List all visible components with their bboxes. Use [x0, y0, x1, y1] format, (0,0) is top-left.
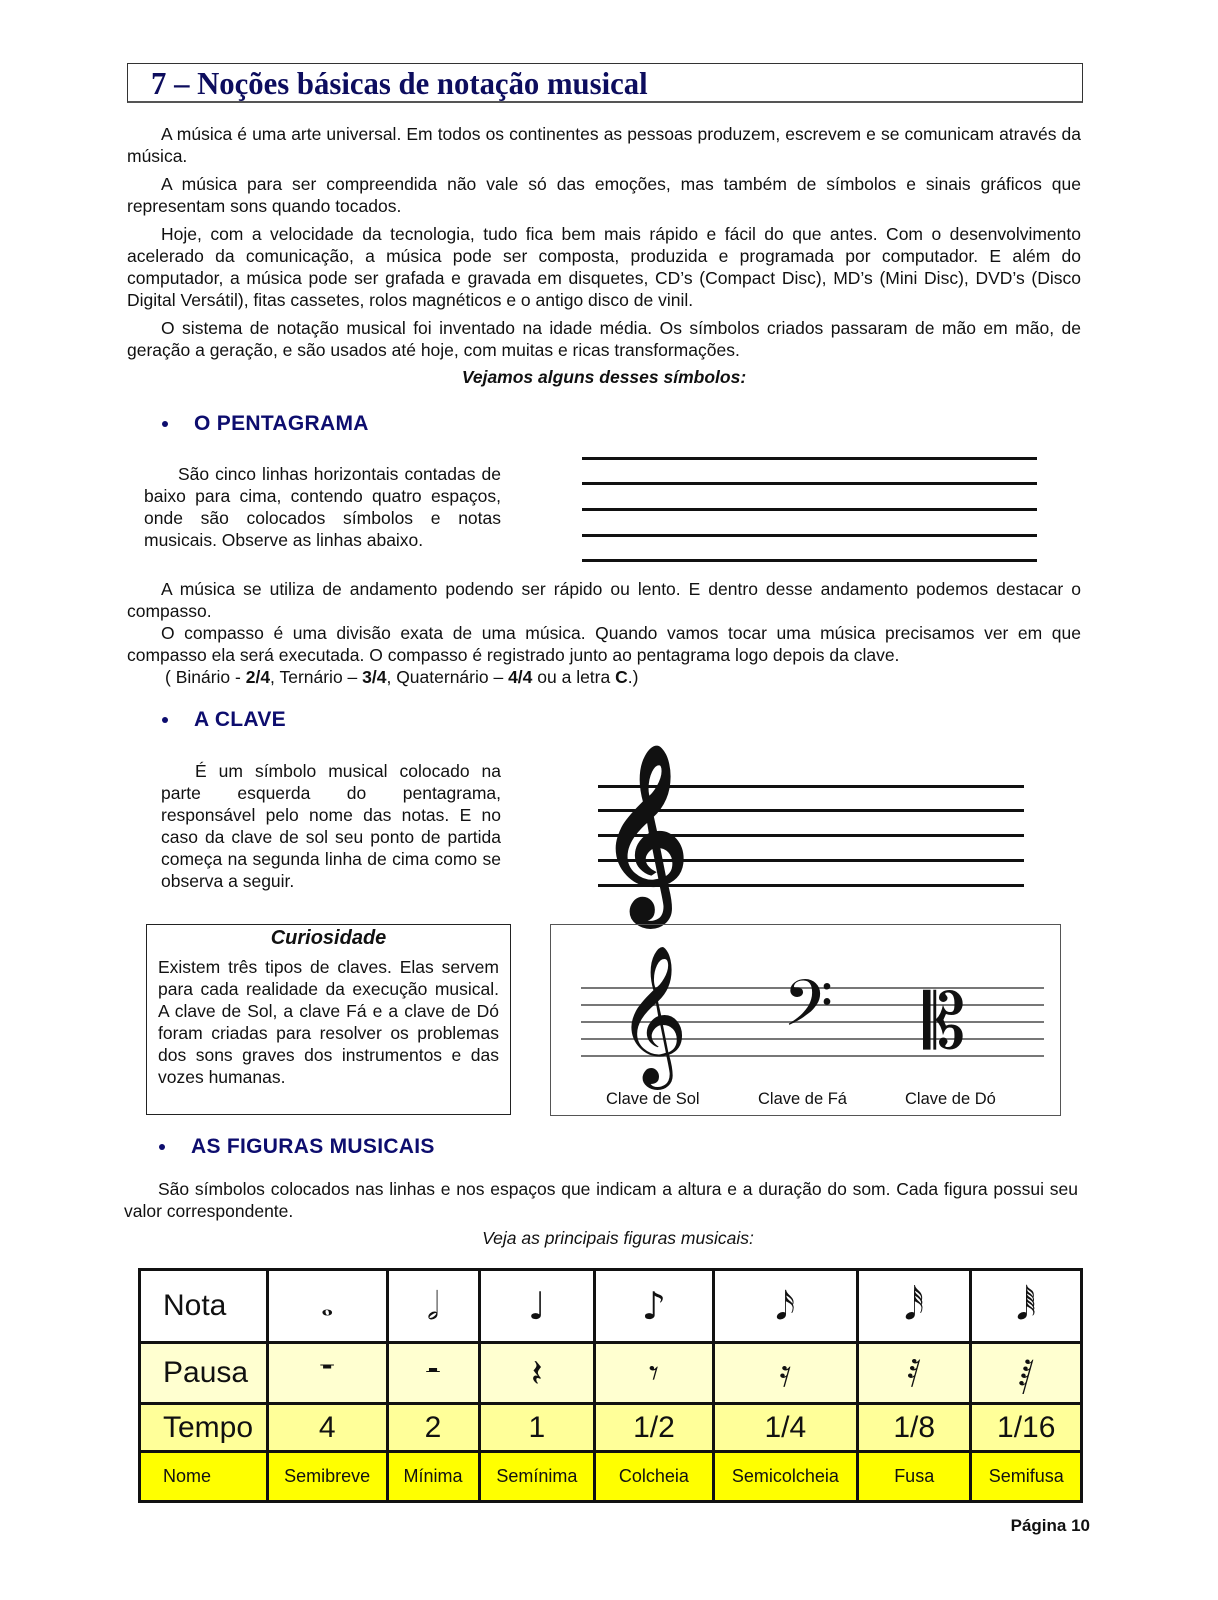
sixty-fourth-rest-icon: 𝅁 [1018, 1351, 1034, 1395]
whole-note-icon: 𝅝 [321, 1288, 334, 1323]
figuras-text: São símbolos colocados nas linhas e nos espaços que indicam a altura e a duração do som. Cada figura possui seu valor correspondente. [124, 1179, 1078, 1221]
name-cell: Mínima [387, 1452, 479, 1502]
row-header-nota: Nota [140, 1270, 268, 1343]
sixteenth-rest-icon: 𝄿 [779, 1351, 792, 1395]
quarter-note-icon: ♩ [527, 1284, 546, 1328]
compasso-paragraph-1: A música se utiliza de andamento podendo ser rápido ou lento. E dentro desse andamento podemos destacar o compasso. [127, 579, 1081, 621]
clef-label-fa: Clave de Fá [758, 1090, 847, 1108]
musical-figures-table [138, 1268, 1083, 1503]
clefs-figure [550, 924, 1061, 1116]
clef-label-do: Clave de Dó [905, 1090, 996, 1108]
alto-clef-icon: 𝄡 [923, 977, 966, 1066]
curiosity-title: Curiosidade [270, 927, 387, 949]
name-cell: Semínima [479, 1452, 595, 1502]
row-header-nome: Nome [140, 1452, 268, 1502]
tempo-cell: 1/16 [971, 1404, 1082, 1452]
pentagrama-text: São cinco linhas horizontais contadas de baixo para cima, contendo quatro espaços, onde são colocados símbolos e notas musicais. Observe as linhas abaixo. [144, 464, 501, 550]
bass-clef-icon: 𝄢 [783, 967, 834, 1057]
sixty-fourth-note-icon: 𝅘𝅥𝅱 [1016, 1284, 1037, 1328]
half-rest-icon: 𝄼 [425, 1351, 441, 1395]
intro-lead: Vejamos alguns desses símbolos: [461, 367, 747, 387]
table-row-nota [140, 1270, 1082, 1343]
intro-paragraph-4: O sistema de notação musical foi inventado na idade média. Os símbolos criados passaram de mão em mão, de geração a geração, e são usados até hoje, com muitas e ricas transformações. [127, 318, 1081, 360]
table-row-nome [140, 1452, 1082, 1502]
heading-pentagrama [162, 412, 369, 436]
compasso-examples: ( Binário - 2/4, Ternário – 3/4, Quaternário – 4/4 ou a letra C.) [165, 667, 639, 687]
bullet-icon [162, 717, 168, 723]
name-cell: Semifusa [971, 1452, 1082, 1502]
intro-section [127, 123, 1081, 388]
heading-clave-text: A CLAVE [194, 708, 286, 731]
five-line-staff-image [582, 457, 1037, 565]
chapter-title-box [127, 63, 1083, 103]
name-cell: Semibreve [267, 1452, 387, 1502]
tempo-cell: 2 [387, 1404, 479, 1452]
intro-paragraph-2: A música para ser compreendida não vale só das emoções, mas também de símbolos e sinais gráficos que representam sons quando tocados. [127, 174, 1081, 216]
chapter-title: 7 – Noções básicas de notação musical [151, 65, 648, 101]
half-note-icon: 𝅗𝅥 [426, 1284, 440, 1328]
clef-label-sol: Clave de Sol [606, 1090, 700, 1108]
clave-text: É um símbolo musical colocado na parte esquerda do pentagrama, responsável pelo nome das notas. E no caso da clave de sol seu ponto de partida começa na segunda linha de cima como se observa a seguir. [161, 761, 501, 891]
intro-paragraph-3: Hoje, com a velocidade da tecnologia, tudo fica bem mais rápido e fácil do que antes. Com o desenvolvimento acelerado da comunicação, a música pode ser composta, produzida e programada por computador. E além do computador, a música pode ser grafada e gravada em disquetes, CD’s (Compact Disc), MD’s (Mini Disc), DVD’s (Disco Digital Versátil), fitas cassetes, rolos magnéticos e o antigo disco de vinil. [127, 224, 1081, 310]
intro-paragraph-1: A música é uma arte universal. Em todos os continentes as pessoas produzem, escrevem e se comunicam através da música. [127, 124, 1081, 166]
page-number: Página 10 [1010, 1516, 1090, 1535]
name-cell: Colcheia [595, 1452, 714, 1502]
tempo-cell: 1 [479, 1404, 595, 1452]
heading-clave [162, 708, 286, 732]
bullet-icon [159, 1144, 165, 1150]
row-header-tempo: Tempo [140, 1404, 268, 1452]
table-row-pausa [140, 1343, 1082, 1404]
tempo-cell: 1/2 [595, 1404, 714, 1452]
treble-clef-staff-image [598, 745, 1024, 919]
quarter-rest-icon: 𝄽 [531, 1351, 543, 1395]
tempo-cell: 1/8 [857, 1404, 971, 1452]
eighth-note-icon: ♪ [641, 1284, 667, 1328]
whole-rest-icon: 𝄻 [319, 1351, 335, 1395]
thirty-second-note-icon: 𝅘𝅥𝅰 [904, 1284, 925, 1328]
compasso-paragraph-2: O compasso é uma divisão exata de uma música. Quando vamos tocar uma música precisamos ver em que compasso ela será executada. O compasso é registrado junto ao pentagrama logo depois da clave. [127, 623, 1081, 665]
tempo-cell: 4 [267, 1404, 387, 1452]
compasso-section [127, 578, 1081, 688]
heading-figuras [159, 1135, 435, 1159]
name-cell: Fusa [857, 1452, 971, 1502]
table-row-tempo [140, 1404, 1082, 1452]
thirty-second-rest-icon: 𝅀 [907, 1351, 922, 1395]
curiosity-text: Existem três tipos de claves. Elas servem para cada realidade da execução musical. A clave de Sol, a clave Fá e a clave de Dó foram criadas para resolver os problemas dos sons graves dos instrumentos e das vozes humanas. [158, 957, 499, 1087]
treble-clef-icon: 𝄞 [617, 945, 688, 1084]
figuras-lead: Veja as principais figuras musicais: [482, 1228, 754, 1248]
sixteenth-note-icon: 𝅘𝅥𝅯 [775, 1284, 796, 1328]
eighth-rest-icon: 𝄾 [648, 1351, 659, 1395]
row-header-pausa: Pausa [140, 1343, 268, 1404]
tempo-cell: 1/4 [713, 1404, 857, 1452]
bullet-icon [162, 421, 168, 427]
heading-pentagrama-text: O PENTAGRAMA [194, 412, 369, 435]
curiosity-box [146, 924, 511, 1115]
heading-figuras-text: AS FIGURAS MUSICAIS [191, 1135, 435, 1158]
treble-clef-icon: 𝄞 [600, 745, 689, 919]
name-cell: Semicolcheia [713, 1452, 857, 1502]
